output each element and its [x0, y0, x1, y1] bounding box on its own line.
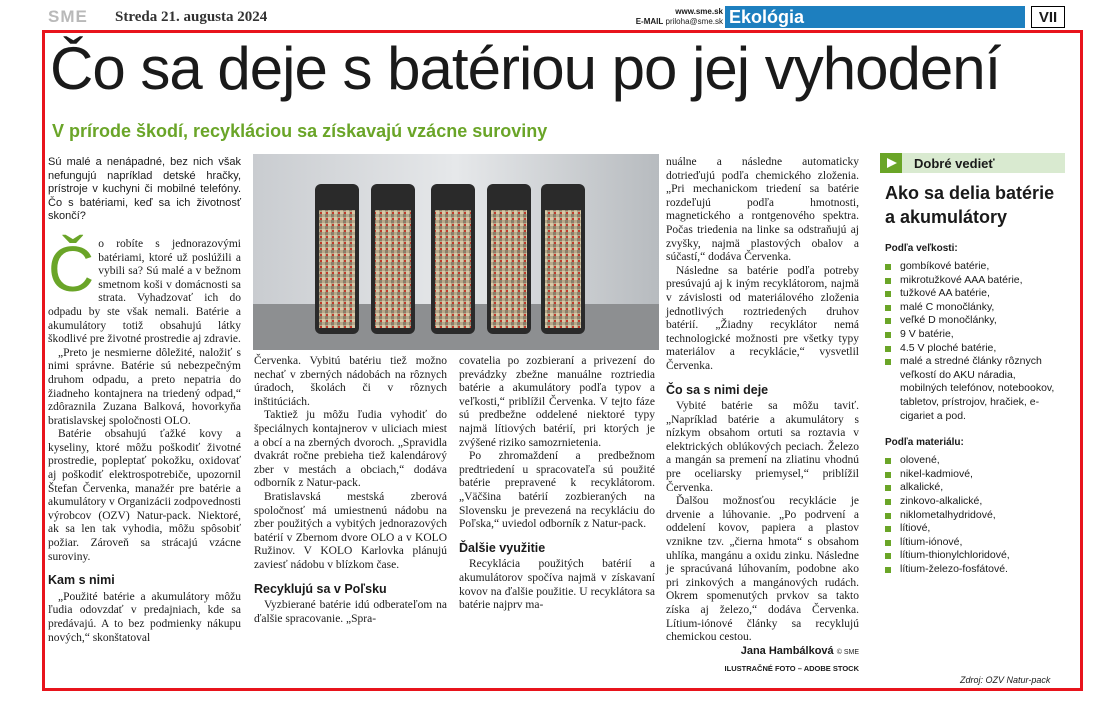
email-label: E-MAIL: [635, 17, 664, 26]
issue-date: Streda 21. augusta 2024: [115, 9, 268, 25]
list-item: tužkové AA batérie,: [885, 287, 1065, 301]
photo-credit: ILUSTRAČNÉ FOTO – ADOBE STOCK: [724, 664, 859, 674]
newspaper-logo: SME: [48, 7, 88, 26]
paragraph: Vybité batérie sa môžu taviť. „Napríklad batérie a akumulátory s nízkym obsahom ortuti sa roztavia v elektrických oblúkových peciach. Železo a mangán sa premení na zliatinu vhodnú pre oceliarsky priemysel,“ priblížil Červenka.: [666, 400, 859, 494]
list-item: zinkovo-alkalické,: [885, 495, 1065, 509]
list-item: veľké D monočlánky,: [885, 314, 1065, 328]
paragraph: nuálne a následne automaticky dotrieďujú podľa chemického zloženia. „Pri mechanickom triedení sa batérie rozdeľujú podľa hmotnosti, magnetického a rontgenového spektra. Počas triedenia na linke sa odstraňujú aj zvyšky, najmä plastových obalov a súčastí,“ dodáva Červenka.: [666, 156, 859, 264]
article-photo: [253, 154, 659, 350]
list-item: lítium-iónové,: [885, 536, 1065, 550]
play-arrow-icon: [880, 153, 902, 173]
page-header: [45, 4, 1065, 30]
list-item: lítium-thionylchloridové,: [885, 549, 1065, 563]
size-list: [880, 260, 1065, 423]
info-box-title: Ako sa delia batérie a akumulátory: [885, 183, 1055, 227]
website: www.sme.sk: [675, 7, 723, 16]
list-item: mikrotužkové AAA batérie,: [885, 274, 1065, 288]
paragraph: Vyzbierané batérie idú odberateľom na ďalšie spracovanie. „Spra-: [254, 599, 447, 625]
column-4: [666, 156, 859, 676]
paragraph: Taktiež ju môžu ľudia vyhodiť do špeciálnych kontajnerov v uliciach miest a obcí a na zberných dvoroch. „Spravidla dvakrát ročne prebieha tiež kalendárový zber v mestách a obciach,“ dodáva odborník z Natur-pack.: [254, 409, 447, 490]
article-lead: Sú malé a nenápadné, bez nich však nefungujú napríklad detské hračky, prístroje v kuchyni či mobilné telefóny. Čo s batériami, keď sa ich životnosť skončí?: [48, 156, 241, 223]
column-3: [459, 355, 655, 613]
article-subtitle: V prírode škodí, recykláciou sa získavajú vzácne suroviny: [52, 121, 548, 141]
list-item: niklometalhydridové,: [885, 509, 1065, 523]
paragraph: Čo robíte s jednorazovými batériami, ktoré už poslúžili a vybili sa? Sú malé a v bežnom smetnom koši v domácnosti sa strata. Vyhadzovať ich do odpadu by ste však nemali. Batérie a akumulátory totiž obsahujú látky škodlivé pre životné prostredie aj zdravie.: [48, 232, 241, 346]
paragraph: Batérie obsahujú ťažké kovy a kyseliny, ktoré môžu poškodiť životné prostredie, popleptať pokožku, oxidovať aj poškodiť elektrospotrebiče, upozornil Štefan Červenka, manažér pre batérie a akumulátory v Organizácii zodpovednosti výrobcov (OZV) Natur-pack. Niektoré, ak sa len tak vyhodia, môžu spôsobiť požiar. Zároveň sa strácajú vzácne suroviny.: [48, 428, 242, 563]
author-byline: Jana Hambálková © SME: [740, 644, 859, 657]
list-item: olovené,: [885, 454, 1065, 468]
list-item: alkalické,: [885, 481, 1065, 495]
paragraph: „Použité batérie a akumulátory môžu ľudia odovzdať v predajniach, kde sa predávajú. A to bez podmienky nákupu nových,“ skonštatoval: [48, 590, 241, 644]
paragraph: Červenka. Vybitú batériu tiež možno nechať v zberných nádobách na rôznych úradoch, školách či v rôznych inštitúciách.: [254, 355, 447, 408]
info-box: [880, 153, 1065, 576]
size-label: Podľa veľkosti:: [885, 243, 958, 254]
contact-info: [605, 7, 723, 27]
list-item: gombíkové batérie,: [885, 260, 1065, 274]
list-item: malé a stredné články rôznych veľkostí do AKU náradia, mobilných telefónov, notebookov, tabletov, prístrojov, hračiek, e-cigariet a pod.: [885, 355, 1065, 423]
material-list: [880, 454, 1065, 576]
paragraph: Bratislavská mestská zberová spoločnosť má umiestnenú nádobu na zber použitých a vybitých jednorazových batérií v Zbernom dvore OLO a v KOLO Ružinov. V KOLO Karlovka plánujú zaviesť nádobu v blízkom čase.: [254, 490, 447, 571]
subheading: Kam s nimi: [48, 573, 115, 588]
battery-bins-illustration: [253, 154, 659, 350]
subheading: Čo sa s nimi deje: [666, 382, 769, 397]
subheading: Recyklujú sa v Poľsku: [254, 581, 387, 596]
email: priloha@sme.sk: [665, 17, 723, 26]
subheading: Ďalšie využitie: [459, 540, 546, 555]
column-2: [254, 355, 447, 626]
paragraph: Následne sa batérie podľa potreby presúvajú aj k iným recyklátorom, najmä v závislosti od materiálového zloženia jednotlivých roztriedených druhov batérií. „Žiadny recyklátor nemá technologické možnosti pre všetky typy materiálov a recyklácie,“ vysvetlil Červenka.: [666, 264, 859, 372]
paragraph: „Preto je nesmierne dôležité, naložiť s nimi správne. Batérie sú nebezpečným druhom odpadu, a preto nepatria do žiadneho kontajnera na triedený odpad,“ zdôraznila Zuzana Balková, hovorkyňa bratislavskej spoločnosti OLO.: [48, 346, 241, 427]
paragraph: Recyklácia použitých batérií a akumulátorov spočíva najmä v získavaní kovov na ďalšie použitie. U recyklátora sa batérie najprv ma-: [459, 558, 655, 612]
paragraph: Ďalšou možnosťou recyklácie je drvenie a lúhovanie. „Po podrvení a oddelení kovov, papiera a plastov vznikne tzv. „čierna hmota“ s obsahom uhlíka, mangánu a oxidu zinku. Následne je spracúvaná lúhovaním, podobne ako pri zinkových a mangánových rudách. Okrem spomenutých prvkov sa takto získa aj železo,“ dodáva Červenka. Lítium-iónové články sa recyklujú chemickou cestou.: [666, 495, 859, 644]
paragraph: Po zhromaždení a predbežnom predtriedení u spracovateľa sú použité batérie prepravené k recyklátorom. „Väčšina batérií zozbieraných na Slovensku je prevezená na recykláciu do Poľska,“ uviedol odborník z Natur-pack.: [459, 450, 655, 531]
page-number: VII: [1031, 6, 1065, 28]
source-note: Zdroj: OZV Natur-pack: [960, 675, 1051, 685]
list-item: 9 V batérie,: [885, 328, 1065, 342]
material-label: Podľa materiálu:: [885, 437, 964, 449]
column-1: [48, 156, 241, 645]
list-item: lítiové,: [885, 522, 1065, 536]
article-title: Čo sa deje s batériou po jej vyhodení: [50, 35, 1001, 102]
list-item: nikel-kadmiové,: [885, 468, 1065, 482]
list-item: 4.5 V ploché batérie,: [885, 342, 1065, 356]
section-name: Ekológia: [725, 6, 1025, 28]
list-item: malé C monočlánky,: [885, 301, 1065, 315]
list-item: lítium-železo-fosfátové.: [885, 563, 1065, 577]
drop-cap: Č: [48, 232, 95, 305]
paragraph: covatelia po zozbieraní a privezení do prevádzky zbežne manuálne roztriedia batérie a akumulátory podľa typov a veľkosti,“ priblížil Červenka. V tejto fáze sú predbežne oddelené niektoré typy najmä lítiových batérií, pri ktorých je zvýšené riziko samozrnietenia.: [459, 355, 655, 449]
info-tag: Dobré vedieť: [880, 153, 1065, 173]
